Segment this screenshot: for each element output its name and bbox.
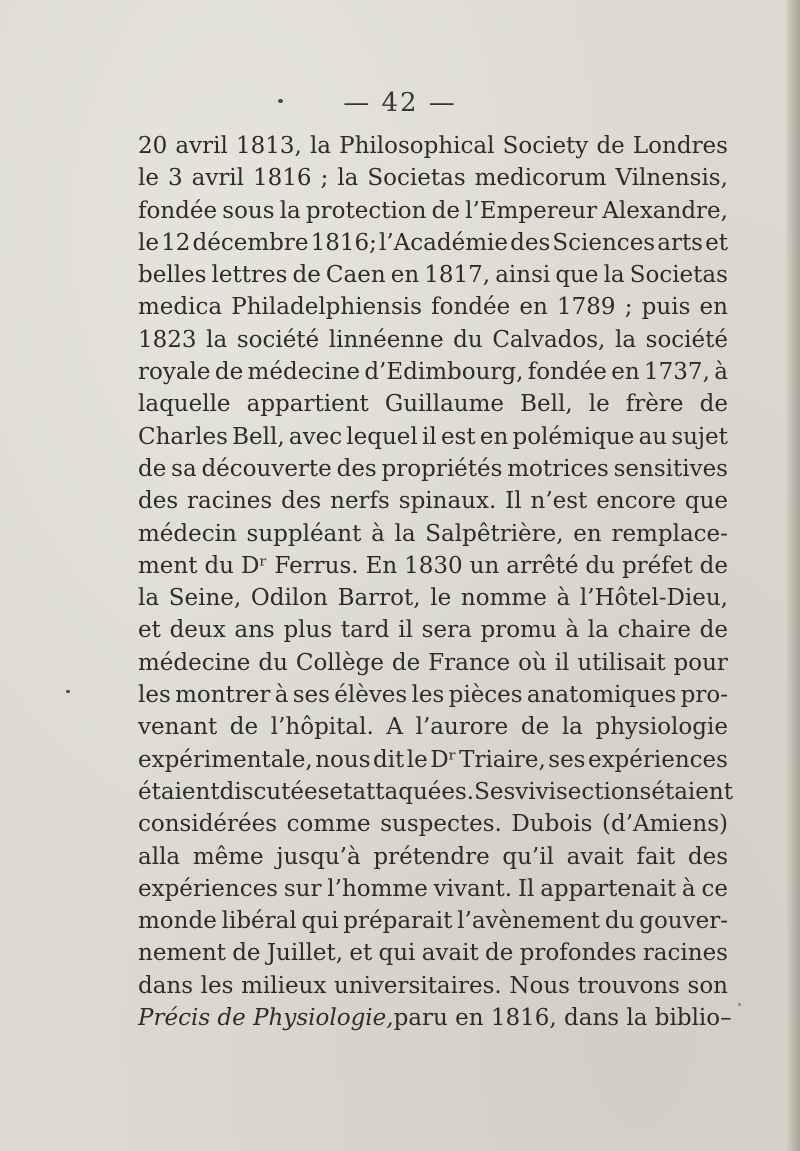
ink-speck [66, 690, 70, 693]
word: et [138, 617, 161, 644]
word: les [138, 682, 171, 709]
word: préfet [621, 552, 693, 579]
word: (d’Amiens) [602, 811, 728, 838]
text-line [138, 614, 728, 646]
word: 1830 [404, 552, 463, 579]
word: de [232, 940, 261, 967]
word: et [349, 940, 373, 967]
word: les [411, 682, 445, 709]
word: belles [138, 262, 207, 289]
word: dit [372, 746, 405, 773]
word: Bell, [232, 423, 285, 450]
word: de [138, 455, 167, 482]
word: de [485, 940, 514, 967]
word: anatomiques [526, 682, 677, 709]
word: fondée [431, 294, 511, 321]
word: les [200, 972, 234, 999]
word: la [309, 133, 332, 159]
word: l’homme [327, 875, 428, 902]
text-line [138, 130, 728, 162]
ink-speck [278, 99, 283, 103]
word: le [138, 165, 159, 192]
word: royale [138, 359, 211, 386]
word: sujet [671, 423, 728, 450]
word: en [611, 359, 640, 386]
word: qu’il [502, 843, 554, 870]
text-line [138, 259, 728, 291]
word: société [645, 326, 728, 353]
word: attaquées. [352, 778, 475, 805]
word: Ferrus. [274, 552, 359, 579]
word: Il [517, 875, 535, 902]
word: lettres [211, 262, 288, 289]
text-line [138, 937, 728, 969]
word: découverte [201, 455, 332, 482]
text-line [138, 679, 728, 711]
word: des [281, 488, 322, 515]
word: pour [673, 649, 728, 676]
word: fondée [138, 197, 218, 224]
word: prétendre [373, 843, 490, 870]
word: préparait [343, 908, 453, 935]
word: des [510, 229, 551, 256]
word: la [337, 165, 359, 192]
word: société [236, 326, 320, 353]
word: la [561, 714, 583, 741]
text-line [138, 970, 728, 1002]
word: la [587, 617, 609, 644]
word: vivisections [515, 778, 652, 805]
word: la [279, 197, 301, 224]
word: fait [636, 843, 676, 870]
word: puis [641, 294, 691, 321]
word: monde [138, 908, 217, 935]
text-line [138, 1002, 732, 1034]
word: En [365, 552, 398, 579]
word: racines [187, 488, 273, 515]
word: l’avènement [457, 908, 601, 935]
text-line [138, 485, 728, 517]
text-line [138, 518, 728, 550]
word: de [520, 714, 550, 741]
word: propriétés [381, 455, 503, 482]
word: 1816; [310, 229, 377, 256]
word: l’hôpital. [270, 714, 374, 741]
word: deux [169, 617, 226, 644]
word: Dubois [511, 811, 593, 838]
word: A [386, 714, 404, 741]
text-line [138, 453, 728, 485]
word: Salpêtrière, [425, 520, 564, 547]
word: à [556, 585, 571, 612]
text-line [138, 711, 728, 743]
word: physiologie [595, 714, 728, 741]
page-edge-shadow [786, 0, 800, 1151]
word: il [554, 649, 570, 676]
word: sous [222, 197, 275, 224]
word: sur [283, 875, 322, 902]
word: ce [701, 875, 728, 902]
word: 3 [167, 165, 183, 192]
word: libéral [221, 908, 297, 935]
word: la [603, 262, 625, 289]
word: 20 [138, 133, 168, 159]
word: un [469, 552, 500, 579]
word: suppléant [246, 520, 362, 547]
word: sera [421, 617, 472, 644]
word: frère [625, 391, 684, 418]
ink-speck [738, 1003, 741, 1006]
word: spinaux. [398, 488, 497, 515]
word: de [699, 617, 728, 644]
word: de [699, 552, 728, 579]
word: ; [624, 294, 633, 321]
word: du [585, 552, 615, 579]
word: expériences [138, 875, 278, 902]
word: Dʳ [240, 552, 268, 579]
word: l’Empereur [465, 197, 598, 224]
word: plus [283, 617, 333, 644]
word: Alexandre, [602, 197, 728, 224]
text-line [138, 776, 733, 808]
word: ainsi [495, 262, 551, 289]
word: en [699, 294, 728, 321]
word: étaient [138, 778, 220, 805]
word: chaire [617, 617, 691, 644]
text-line [138, 356, 728, 388]
word: gouver- [639, 908, 728, 935]
word: ans [234, 617, 275, 644]
word: qui [378, 940, 416, 967]
word: l’aurore [415, 714, 509, 741]
word: des [336, 455, 377, 482]
text-line [138, 744, 728, 776]
word: à [714, 359, 728, 386]
word: où [518, 649, 547, 676]
word: Philosophical [339, 133, 495, 159]
word: Juillet, [266, 940, 344, 967]
word: Charles [138, 423, 228, 450]
word: à [681, 875, 696, 902]
word: dans [138, 972, 194, 999]
text-line [138, 550, 728, 582]
word: utilisait [577, 649, 666, 676]
word: 1817, [424, 262, 491, 289]
word: Il [505, 488, 522, 515]
word: Odilon [250, 585, 328, 612]
word: Societas [367, 165, 466, 192]
word: de [214, 359, 244, 386]
word: même [192, 843, 264, 870]
word: et [705, 229, 728, 256]
word: ses [292, 682, 330, 709]
word: jusqu’à [276, 843, 361, 870]
word: ; [320, 165, 329, 192]
word: pièces [448, 682, 523, 709]
text-line [138, 647, 728, 679]
word: Collège [295, 649, 384, 676]
word: de [391, 649, 421, 676]
word: au [638, 423, 668, 450]
word: son [687, 972, 728, 999]
word: suspectes. [380, 811, 502, 838]
word: expérimentale, [138, 746, 313, 773]
word: à [274, 682, 289, 709]
word: du [453, 326, 483, 353]
word: de [596, 133, 625, 159]
word: en [519, 294, 548, 321]
word: de [292, 262, 321, 289]
word: France [428, 649, 511, 676]
text-line [138, 905, 728, 937]
word: Bell, [520, 391, 573, 418]
text-line [138, 227, 728, 259]
word: considérées [138, 811, 278, 838]
word: avait [421, 940, 479, 967]
word: 1816 [253, 165, 312, 192]
text-line [138, 162, 728, 194]
word: medica [138, 294, 223, 321]
word: d’Edimbourg, [364, 359, 524, 386]
word: à [371, 520, 385, 547]
word: comme [286, 811, 371, 838]
text-line [138, 421, 728, 453]
text-line [138, 388, 728, 420]
text-line-end: paru en 1816, dans la biblio– [393, 1005, 732, 1032]
word: Nous [509, 972, 570, 999]
word: milieux [241, 972, 327, 999]
word: pro- [680, 682, 728, 709]
word: Seine, [168, 585, 242, 612]
word: le [430, 585, 452, 612]
word: 1789 [557, 294, 616, 321]
word: avec [288, 423, 343, 450]
word: le [588, 391, 610, 418]
word: remplace- [611, 520, 728, 547]
word: trouvons [577, 972, 680, 999]
word: avril [191, 165, 245, 192]
word: fondée [527, 359, 607, 386]
word: profondes [519, 940, 637, 967]
word: nement [138, 940, 226, 967]
word: en [479, 423, 509, 450]
word: décembre [192, 229, 309, 256]
word: qui [301, 908, 339, 935]
word: que [684, 488, 728, 515]
word: n’est [530, 488, 588, 515]
word: élèves [334, 682, 408, 709]
word: 1813, [235, 133, 302, 159]
page-number: — 42 — [343, 88, 457, 118]
word: du [604, 908, 635, 935]
word: encore [596, 488, 676, 515]
word: sensitives [613, 455, 728, 482]
word: il [422, 423, 437, 450]
word: que [555, 262, 599, 289]
word: avait [566, 843, 624, 870]
word: la [394, 520, 416, 547]
body-text [138, 130, 733, 1034]
word: médecine [247, 359, 360, 386]
word: arrêté [506, 552, 579, 579]
text-line [138, 195, 728, 227]
word: des [138, 488, 179, 515]
word: 1823 [138, 326, 197, 353]
text-line [138, 582, 728, 614]
word: l’Académie [379, 229, 508, 256]
word: du [204, 552, 234, 579]
word: médecine [138, 649, 251, 676]
word: en [390, 262, 420, 289]
word: polémique [512, 423, 635, 450]
word: racines [642, 940, 728, 967]
word: Londres [632, 133, 728, 159]
word: montrer [175, 682, 271, 709]
book-title-italic: Précis de Physiologie, [138, 1005, 394, 1032]
word: à [565, 617, 580, 644]
word: Caen [325, 262, 386, 289]
word: venant [138, 714, 218, 741]
word: Guillaume [384, 391, 505, 418]
word: Sciences [552, 229, 656, 256]
word: expériences [587, 746, 728, 773]
word: Dʳ [430, 746, 457, 773]
word: il [398, 617, 413, 644]
word: du [258, 649, 288, 676]
word: étaient [651, 778, 733, 805]
word: et [329, 778, 353, 805]
text-line [138, 841, 728, 873]
word: Society [502, 133, 589, 159]
word: le [138, 229, 159, 256]
word: protection [305, 197, 427, 224]
text-line [138, 873, 728, 905]
word: vivant. [433, 875, 513, 902]
word: est [440, 423, 476, 450]
word: Vilnensis, [615, 165, 728, 192]
word: alla [138, 843, 181, 870]
word: lequel [346, 423, 418, 450]
word: nomme [460, 585, 547, 612]
word: l’Hôtel-Dieu, [579, 585, 728, 612]
word: avril [175, 133, 228, 159]
word: appartient [246, 391, 369, 418]
word: le [406, 746, 428, 773]
word: motrices [507, 455, 609, 482]
word: appartenait [540, 875, 677, 902]
word: nous [315, 746, 371, 773]
word: discutées [219, 778, 330, 805]
text-line [138, 324, 728, 356]
word: linnéenne [328, 326, 444, 353]
word: ses [548, 746, 586, 773]
word: sa [171, 455, 197, 482]
word: des [687, 843, 728, 870]
word: Calvados, [492, 326, 606, 353]
word: nerfs [330, 488, 390, 515]
word: arts [657, 229, 703, 256]
word: en [573, 520, 602, 547]
word: medicorum [474, 165, 607, 192]
text-line [138, 808, 728, 840]
word: Societas [629, 262, 728, 289]
word: universitaires. [333, 972, 502, 999]
word: Ses [474, 778, 516, 805]
word: de [229, 714, 259, 741]
word: Philadelphiensis [231, 294, 422, 321]
word: médecin [138, 520, 237, 547]
word: tard [340, 617, 390, 644]
word: la [614, 326, 637, 353]
word: Barrot, [337, 585, 421, 612]
word: promu [480, 617, 557, 644]
word: 12 [161, 229, 191, 256]
word: laquelle [138, 391, 231, 418]
word: la [206, 326, 228, 353]
word: 1737, [644, 359, 710, 386]
word: ment [138, 552, 198, 579]
word: de [431, 197, 460, 224]
word: la [138, 585, 160, 612]
word: Triaire, [459, 746, 546, 773]
word: de [699, 391, 728, 418]
text-line [138, 291, 728, 323]
